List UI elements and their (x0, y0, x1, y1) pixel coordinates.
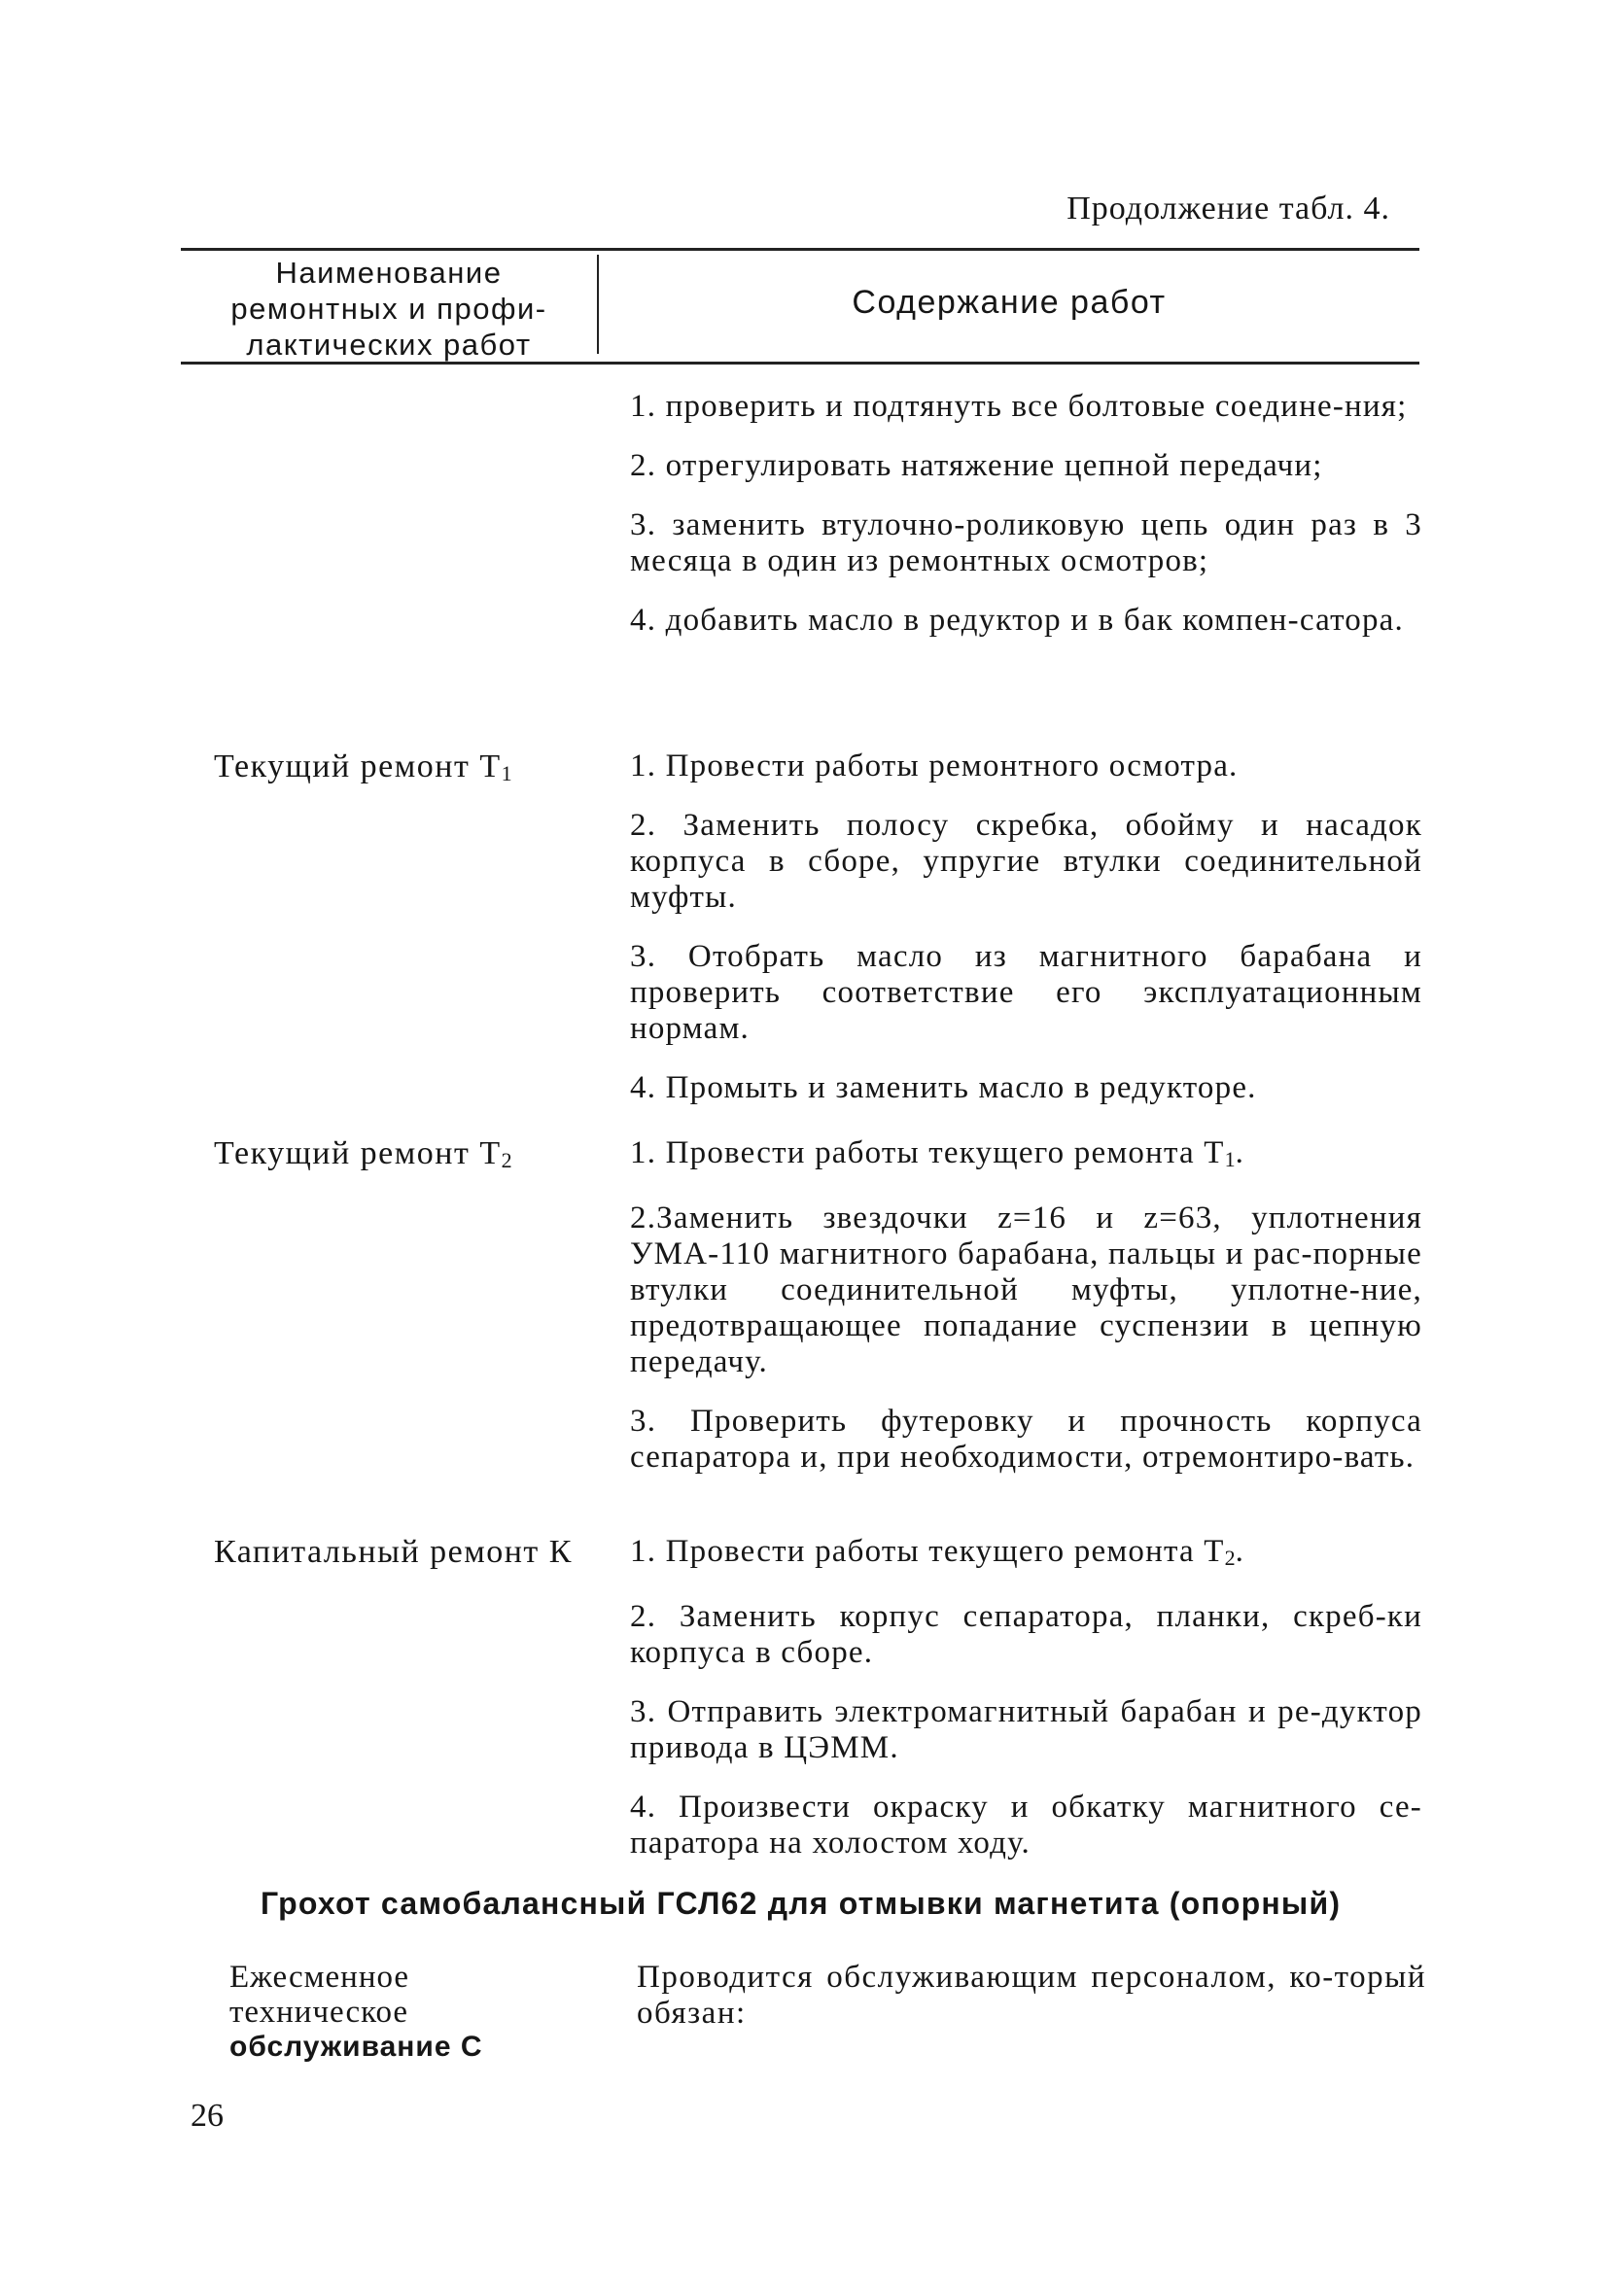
table-caption: Продолжение табл. 4. (1066, 191, 1390, 226)
table-top-rule (181, 248, 1419, 251)
work-item: 2.Заменить звездочки z=16 и z=63, уплотнения УМА-110 магнитного барабана, пальцы и рас-порные втулки соединительной муфты, уплотне-ние, предотвращающее попадание суспензии в цепную передачу. (630, 1200, 1422, 1379)
work-item: 3. Проверить футеровку и прочность корпуса сепаратора и, при необходимости, отремонтиро-вать. (630, 1404, 1422, 1475)
label-line: Ежесменное (229, 1960, 410, 1995)
work-item: 4. Произвести окраску и обкатку магнитного се-паратора на холостом ходу. (630, 1790, 1422, 1861)
work-item: Проводится обслуживающим персоналом, ко-торый обязан: (637, 1960, 1426, 2031)
work-item: 1. Провести работы текущего ремонта $Т_2$. (630, 1534, 1245, 1570)
label-line: техническое (229, 1995, 409, 2030)
repair-type-label (229, 1960, 483, 2065)
table-header-rule (181, 362, 1419, 365)
equipment-section-title: Грохот самобалансный ГСЛ62 для отмывки магнетита (опорный) (261, 1886, 1342, 1921)
work-items (630, 389, 1422, 662)
header-name-line: лактических работ (246, 328, 532, 362)
work-item: 1. проверить и подтянуть все болтовые соедине-ния; (630, 389, 1408, 424)
work-item: 4. Промыть и заменить масло в редукторе. (630, 1070, 1257, 1105)
work-item: 1. Провести работы ремонтного осмотра. (630, 748, 1239, 783)
repair-type-label: Текущий ремонт $Т_1$ (214, 748, 512, 785)
header-name-line: Наименование (275, 256, 503, 290)
work-item: 2. отрегулировать натяжение цепной передачи; (630, 448, 1323, 483)
work-items (630, 748, 1422, 1130)
page-number: 26 (191, 2098, 224, 2134)
work-items (630, 1135, 1422, 1499)
work-item: 2. Заменить полосу скребка, обойму и насадок корпуса в сборе, упругие втулки соединительной муфты. (630, 808, 1422, 915)
repair-type-label: Текущий ремонт $Т_2$ (214, 1135, 512, 1172)
work-item: 3. Отобрать масло из магнитного барабана и проверить соответствие его эксплуатационным нормам. (630, 939, 1422, 1046)
repair-type-label: Капитальный ремонт К (214, 1534, 573, 1570)
work-item: 4. добавить масло в редуктор и в бак компен-сатора. (630, 603, 1404, 638)
work-item: 3. Отправить электромагнитный барабан и ре-дуктор привода в ЦЭММ. (630, 1694, 1422, 1765)
header-name-line: ремонтных и профи- (230, 292, 547, 326)
work-item: 3. заменить втулочно-роликовую цепь один раз в 3 месяца в один из ремонтных осмотров; (630, 507, 1422, 578)
label-line: обслуживание С (229, 2031, 483, 2063)
work-item: 2. Заменить корпус сепаратора, планки, скреб-ки корпуса в сборе. (630, 1599, 1422, 1670)
header-name-column (181, 255, 597, 363)
work-items (630, 1534, 1422, 1885)
header-content-column: Содержание работ (852, 284, 1167, 321)
work-item: 1. Провести работы текущего ремонта $Т_1$. (630, 1135, 1245, 1171)
